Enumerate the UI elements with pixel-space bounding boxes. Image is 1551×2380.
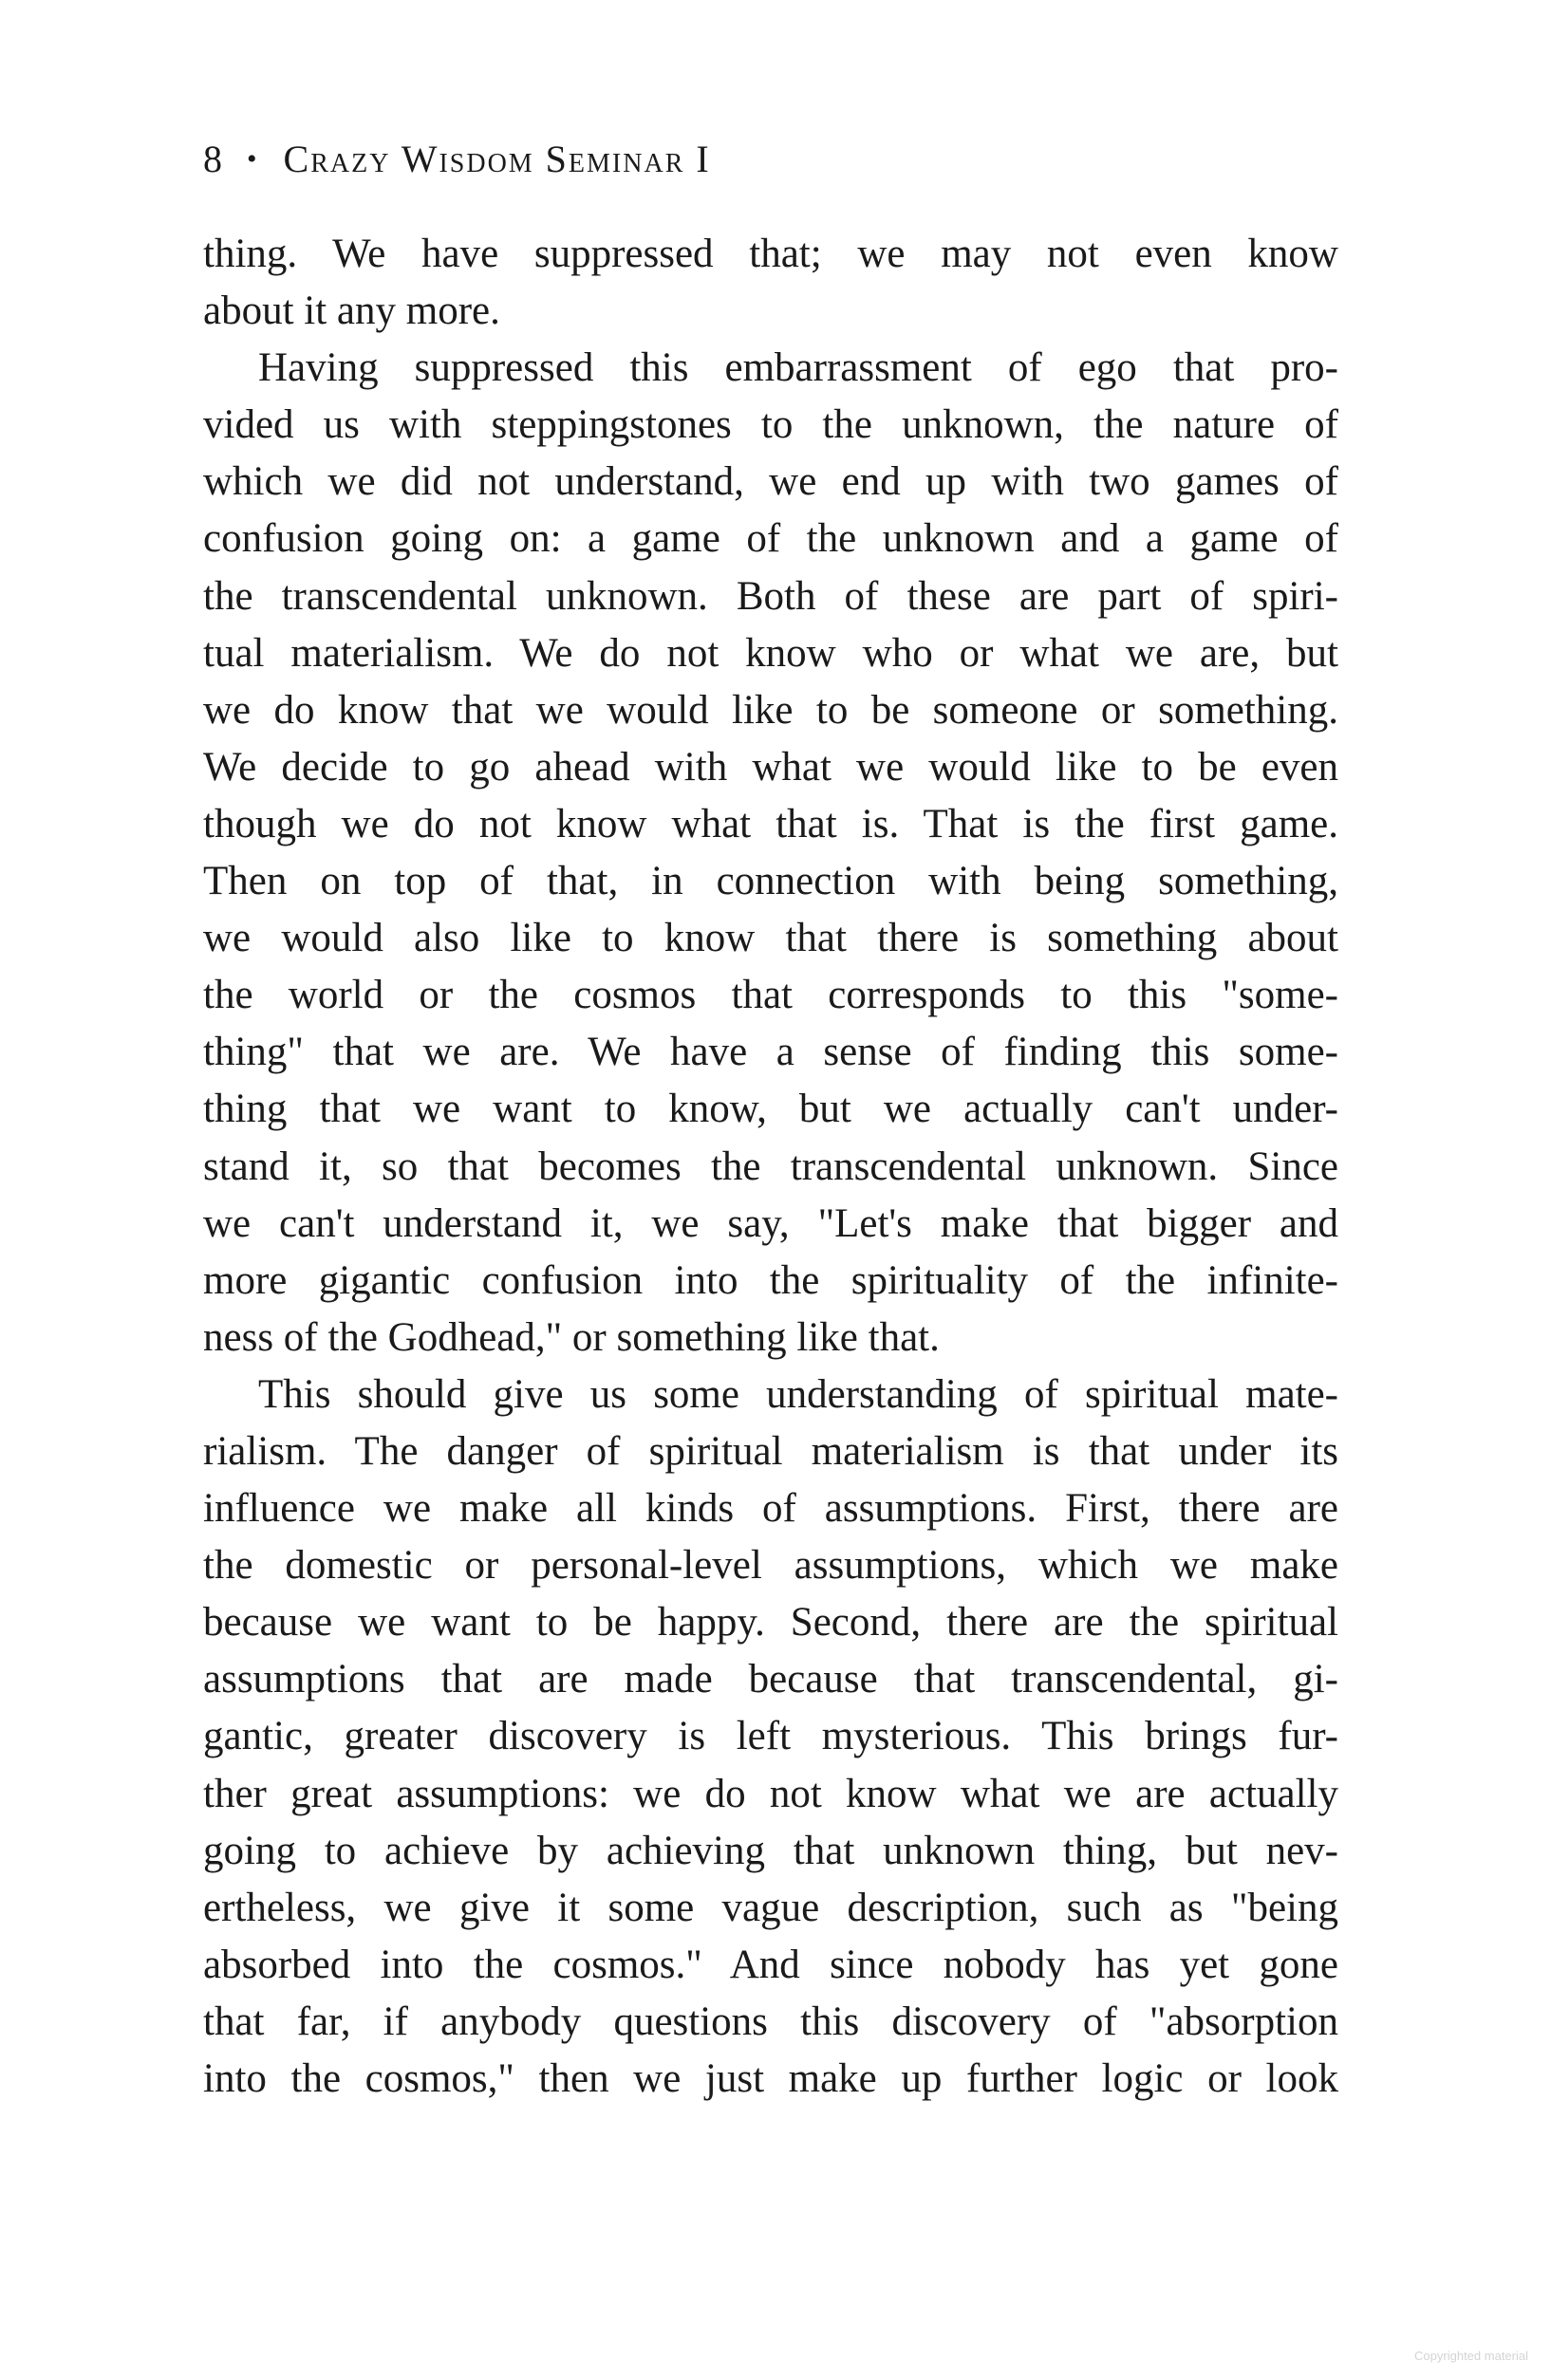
- text-line: ertheless, we give it some vague description, such as "being: [203, 1885, 1338, 1930]
- text-line: into the cosmos," then we just make up further logic or look: [203, 2056, 1338, 2101]
- text-line: confusion going on: a game of the unknown and a game of: [203, 516, 1338, 562]
- running-head: [203, 140, 711, 178]
- copyright-watermark: Copyrighted material: [1414, 2349, 1528, 2363]
- text-line: ness of the Godhead," or something like that.: [203, 1314, 940, 1360]
- text-line: thing that we want to know, but we actually can't under-: [203, 1087, 1338, 1132]
- text-line: gantic, greater discovery is left mysterious. This brings fur-: [203, 1714, 1338, 1759]
- text-line: the transcendental unknown. Both of these are part of spiri-: [203, 573, 1338, 619]
- text-line: the world or the cosmos that corresponds to this "some-: [203, 973, 1338, 1018]
- page-number: 8: [203, 138, 223, 180]
- text-line: more gigantic confusion into the spirituality of the infinite-: [203, 1257, 1338, 1303]
- text-line: which we did not understand, we end up with two games of: [203, 459, 1338, 505]
- text-line: going to achieve by achieving that unknown thing, but nev-: [203, 1828, 1338, 1873]
- text-line: that far, if anybody questions this discovery of "absorption: [203, 1999, 1338, 2044]
- body-text: [203, 226, 1338, 2108]
- text-line: ther great assumptions: we do not know what we are actually: [203, 1771, 1338, 1816]
- text-line: stand it, so that becomes the transcendental unknown. Since: [203, 1144, 1338, 1189]
- text-line: influence we make all kinds of assumptions. First, there are: [203, 1486, 1338, 1532]
- text-line: though we do not know what that is. That is the first game.: [203, 801, 1338, 846]
- text-line: the domestic or personal-level assumptions, which we make: [203, 1543, 1338, 1589]
- paragraph-first-line: This should give us some understanding of spiritual mate-: [258, 1371, 1338, 1417]
- text-line: we do know that we would like to be someone or something.: [203, 687, 1338, 733]
- text-line: assumptions that are made because that transcendental, gi-: [203, 1657, 1338, 1702]
- text-line: We decide to go ahead with what we would like to be even: [203, 744, 1338, 790]
- book-title: Crazy Wisdom Seminar I: [283, 138, 711, 180]
- text-line: we can't understand it, we say, "Let's make that bigger and: [203, 1200, 1338, 1246]
- text-line: thing. We have suppressed that; we may not even know: [203, 232, 1338, 276]
- text-line: rialism. The danger of spiritual materialism is that under its: [203, 1428, 1338, 1474]
- paragraph-first-line: Having suppressed this embarrassment of ego that pro-: [258, 345, 1338, 391]
- text-line: tual materialism. We do not know who or what we are, but: [203, 630, 1338, 676]
- text-line: absorbed into the cosmos." And since nobody has yet gone: [203, 1942, 1338, 1987]
- text-line: we would also like to know that there is something about: [203, 916, 1338, 961]
- text-line: because we want to be happy. Second, there are the spiritual: [203, 1600, 1338, 1646]
- header-separator: •: [247, 143, 258, 175]
- text-line: vided us with steppingstones to the unknown, the nature of: [203, 402, 1338, 448]
- text-line: Then on top of that, in connection with being something,: [203, 859, 1338, 904]
- text-line: thing" that we are. We have a sense of finding this some-: [203, 1030, 1338, 1075]
- text-line: about it any more.: [203, 288, 500, 334]
